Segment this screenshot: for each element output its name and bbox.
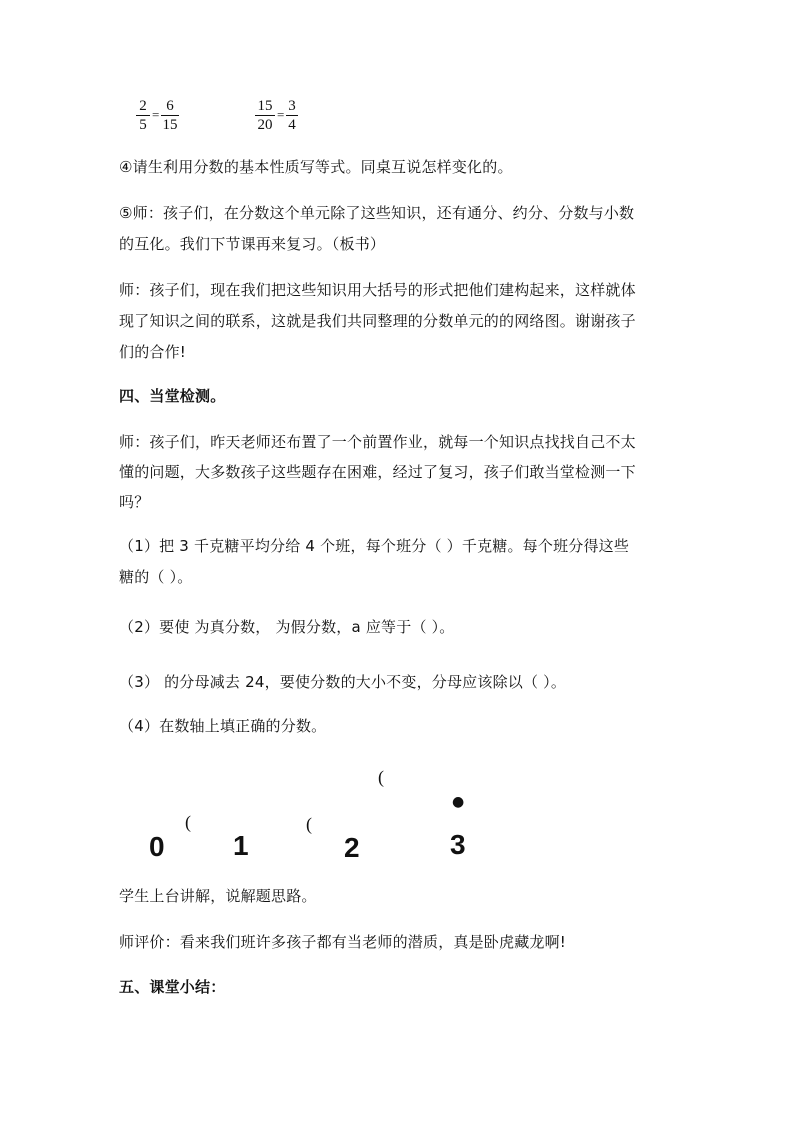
fraction-numerator: 6 — [166, 98, 174, 114]
paragraph-student-explain: 学生上台讲解，说解题思路。 — [119, 887, 317, 905]
paragraph-step5-line1: ⑤师：孩子们，在分数这个单元除了这些知识，还有通分、约分、分数与小数 — [119, 204, 635, 222]
question-4: （4）在数轴上填正确的分数。 — [119, 717, 327, 735]
point-dot-icon: ● — [452, 794, 465, 810]
paragraph-homework-line1: 师：孩子们，昨天老师还布置了一个前置作业，就每一个知识点找找自己不太 — [119, 433, 636, 451]
fraction-numerator: 3 — [288, 98, 296, 114]
fraction-6-15 — [161, 98, 179, 133]
fraction-denominator: 15 — [162, 117, 178, 133]
fraction-bar — [286, 115, 298, 116]
fraction-denominator: 20 — [257, 117, 273, 133]
answer-paren-middle: ( — [306, 814, 312, 834]
fraction-2-5 — [136, 98, 150, 133]
question-1-line2: 糖的（ ）。 — [119, 568, 193, 586]
numberline-label-1: 1 — [233, 830, 249, 861]
answer-paren-top: ( — [378, 767, 384, 787]
numberline-label-2: 2 — [344, 832, 360, 863]
question-3: （3） 的分母减去 24，要使分数的大小不变，分母应该除以（ ）。 — [119, 673, 567, 691]
paragraph-teacher-line1: 师：孩子们，现在我们把这些知识用大括号的形式把他们建构起来，这样就体 — [119, 281, 636, 299]
fraction-bar — [255, 115, 275, 116]
section-heading-5: 五、课堂小结： — [119, 978, 226, 996]
numberline-label-3: 3 — [450, 829, 466, 860]
fraction-15-20 — [255, 98, 275, 133]
paragraph-homework-line2: 懂的问题，大多数孩子这些题存在困难，经过了复习，孩子们敢当堂检测一下 — [119, 463, 636, 481]
fraction-denominator: 4 — [288, 117, 296, 133]
paragraph-teacher-evaluation: 师评价：看来我们班许多孩子都有当老师的潜质，真是卧虎藏龙啊! — [119, 933, 567, 951]
fraction-denominator: 5 — [139, 117, 147, 133]
question-2: （2）要使 为真分数， 为假分数，a 应等于（ ）。 — [119, 618, 455, 636]
answer-paren-left: ( — [185, 812, 191, 832]
numberline-label-0: 0 — [149, 831, 165, 862]
fraction-3-4 — [286, 98, 298, 133]
fraction-numerator: 15 — [257, 98, 273, 114]
paragraph-teacher-line2: 现了知识之间的联系，这就是我们共同整理的分数单元的的网络图。谢谢孩子 — [119, 312, 636, 330]
fraction-numerator: 2 — [139, 98, 147, 114]
equals-sign: = — [152, 107, 160, 122]
section-heading-4: 四、当堂检测。 — [119, 387, 226, 405]
fraction-bar — [161, 115, 179, 116]
paragraph-step4: ④请生利用分数的基本性质写等式。同桌互说怎样变化的。 — [119, 158, 513, 176]
equals-sign: = — [277, 107, 285, 122]
paragraph-teacher-line3: 们的合作! — [119, 343, 187, 361]
paragraph-homework-line3: 吗？ — [119, 493, 150, 511]
fraction-bar — [136, 115, 150, 116]
question-1-line1: （1）把 3 千克糖平均分给 4 个班，每个班分（ ）千克糖。每个班分得这些 — [119, 537, 630, 555]
paragraph-step5-line2: 的互化。我们下节课再来复习。（板书） — [119, 235, 386, 253]
